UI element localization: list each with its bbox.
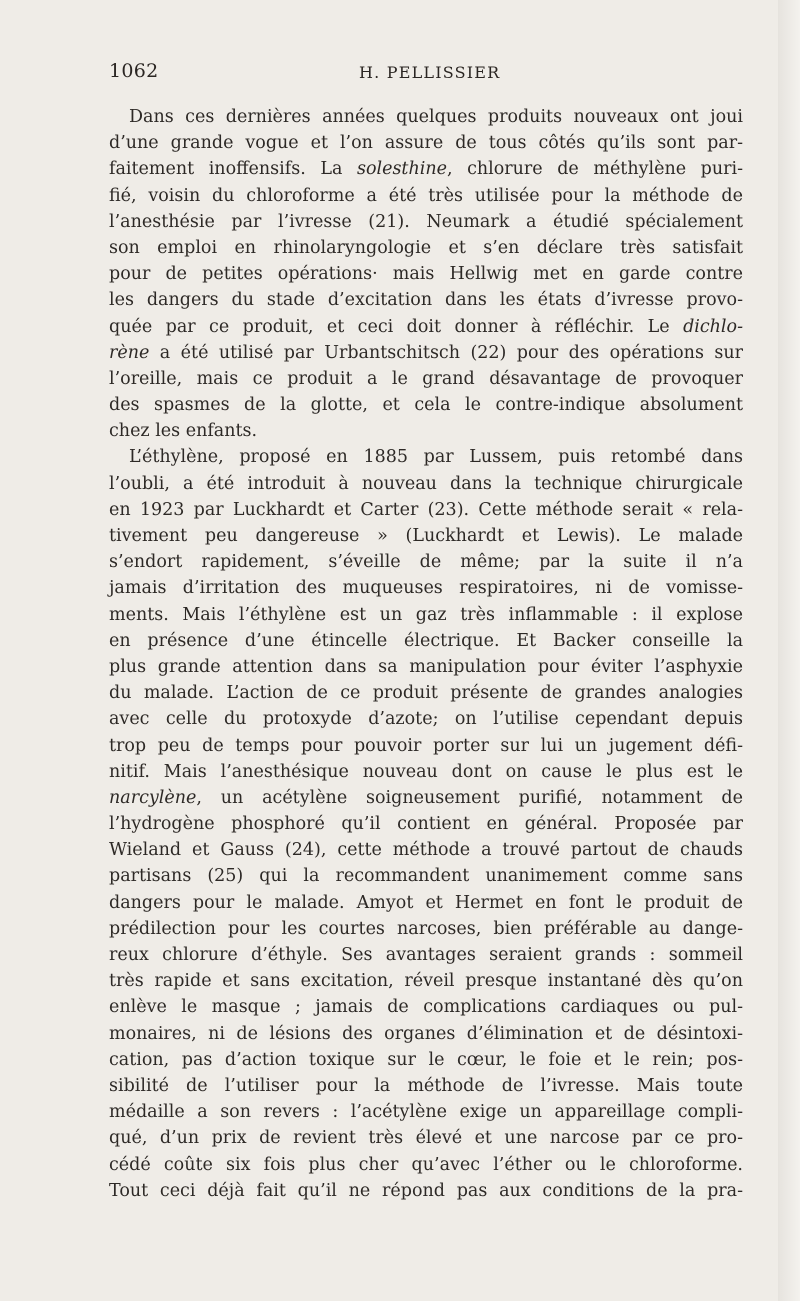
text-line: faitement inoffensifs. La solesthine, chlorure de méthylène puri- bbox=[109, 159, 743, 180]
text-line: Dans ces dernières années quelques produits nouveaux ont joui bbox=[129, 107, 743, 127]
text-line: ments. Mais l’éthylène est un gaz très inflammable : il explose bbox=[109, 604, 743, 625]
running-head bbox=[109, 60, 743, 90]
text-line: Wieland et Gauss (24), cette méthode a trouvé partout de chauds bbox=[109, 840, 743, 861]
text-line: cédé coûte six fois plus cher qu’avec l’éther ou le chloroforme. bbox=[109, 1154, 743, 1175]
italic-term: solesthine bbox=[356, 159, 447, 180]
text-line: tivement peu dangereuse » (Luckhardt et Lewis). Le malade bbox=[109, 526, 743, 546]
text-line: chez les enfants. bbox=[109, 421, 258, 442]
page-number: 1062 bbox=[109, 60, 159, 82]
text-line: cation, pas d’action toxique sur le cœur, le foie et le rein; pos- bbox=[109, 1049, 743, 1070]
text-line: partisans (25) qui la recommandent unanimement comme sans bbox=[109, 866, 743, 887]
text-line: nitif. Mais l’anesthésique nouveau dont on cause le plus est le bbox=[109, 761, 743, 782]
text-line: prédilection pour les courtes narcoses, bien préférable au dange- bbox=[109, 918, 743, 939]
text-line: en 1923 par Luckhardt et Carter (23). Cette méthode serait « rela- bbox=[109, 499, 743, 520]
text-line: en présence d’une étincelle électrique. Et Backer conseille la bbox=[109, 630, 743, 651]
text-line: reux chlorure d’éthyle. Ses avantages seraient grands : sommeil bbox=[109, 945, 743, 965]
text-line: plus grande attention dans sa manipulation pour éviter l’asphyxie bbox=[109, 656, 743, 677]
text-line: narcylène, un acétylène soigneusement purifié, notamment de bbox=[109, 787, 743, 808]
text-line: les dangers du stade d’excitation dans les états d’ivresse provo- bbox=[109, 290, 743, 311]
text-line: l’oubli, a été introduit à nouveau dans la technique chirurgicale bbox=[109, 473, 743, 494]
text-line: l’hydrogène phosphoré qu’il contient en général. Proposée par bbox=[109, 814, 743, 835]
text-line: enlève le masque ; jamais de complications cardiaques ou pul- bbox=[109, 997, 743, 1018]
italic-term: narcylène bbox=[109, 787, 197, 808]
text-line: quée par ce produit, et ceci doit donner à réfléchir. Le dichlo- bbox=[109, 316, 743, 337]
text-line: des spasmes de la glotte, et cela le contre-indique absolument bbox=[109, 395, 743, 416]
text-line: sibilité de l’utiliser pour la méthode de l’ivresse. Mais toute bbox=[109, 1075, 743, 1096]
text-line: fié, voisin du chloroforme a été très utilisée pour la méthode de bbox=[109, 185, 743, 206]
page-edge bbox=[778, 0, 800, 1301]
text-line: L’éthylène, proposé en 1885 par Lussem, puis retombé dans bbox=[129, 447, 743, 468]
text-line: rène a été utilisé par Urbantschitsch (22) pour des opérations sur bbox=[109, 342, 743, 363]
text-line: pour de petites opérations· mais Hellwig met en garde contre bbox=[109, 264, 743, 285]
text-line: l’oreille, mais ce produit a le grand désavantage de provoquer bbox=[109, 368, 743, 389]
text-line: s’endort rapidement, s’éveille de même; par la suite il n’a bbox=[109, 552, 743, 573]
text-line: qué, d’un prix de revient très élevé et une narcose par ce pro- bbox=[109, 1128, 743, 1149]
body-text bbox=[109, 104, 743, 1204]
text-line: monaires, ni de lésions des organes d’élimination et de désintoxi- bbox=[109, 1023, 743, 1044]
text-line: dangers pour le malade. Amyot et Hermet en font le produit de bbox=[109, 892, 743, 913]
text-line: l’anesthésie par l’ivresse (21). Neumark a étudié spécialement bbox=[109, 211, 743, 232]
text-line: avec celle du protoxyde d’azote; on l’utilise cependant depuis bbox=[109, 709, 743, 730]
italic-term: rène bbox=[109, 342, 150, 363]
text-line: d’une grande vogue et l’on assure de tous côtés qu’ils sont par- bbox=[109, 133, 743, 154]
text-line: très rapide et sans excitation, réveil presque instantané dès qu’on bbox=[109, 971, 743, 992]
running-head-author: H. PELLISSIER bbox=[359, 63, 501, 82]
text-line: du malade. L’action de ce produit présente de grandes analogies bbox=[109, 683, 743, 704]
text-line: Tout ceci déjà fait qu’il ne répond pas aux conditions de la pra- bbox=[109, 1180, 743, 1201]
text-line: médaille a son revers : l’acétylène exige un appareillage compli- bbox=[109, 1102, 743, 1123]
text-line: son emploi en rhinolaryngologie et s’en déclare très satisfait bbox=[109, 237, 743, 258]
italic-term: dichlo- bbox=[683, 316, 743, 337]
text-line: trop peu de temps pour pouvoir porter sur lui un jugement défi- bbox=[109, 735, 743, 756]
text-line: jamais d’irritation des muqueuses respiratoires, ni de vomisse- bbox=[109, 578, 743, 599]
